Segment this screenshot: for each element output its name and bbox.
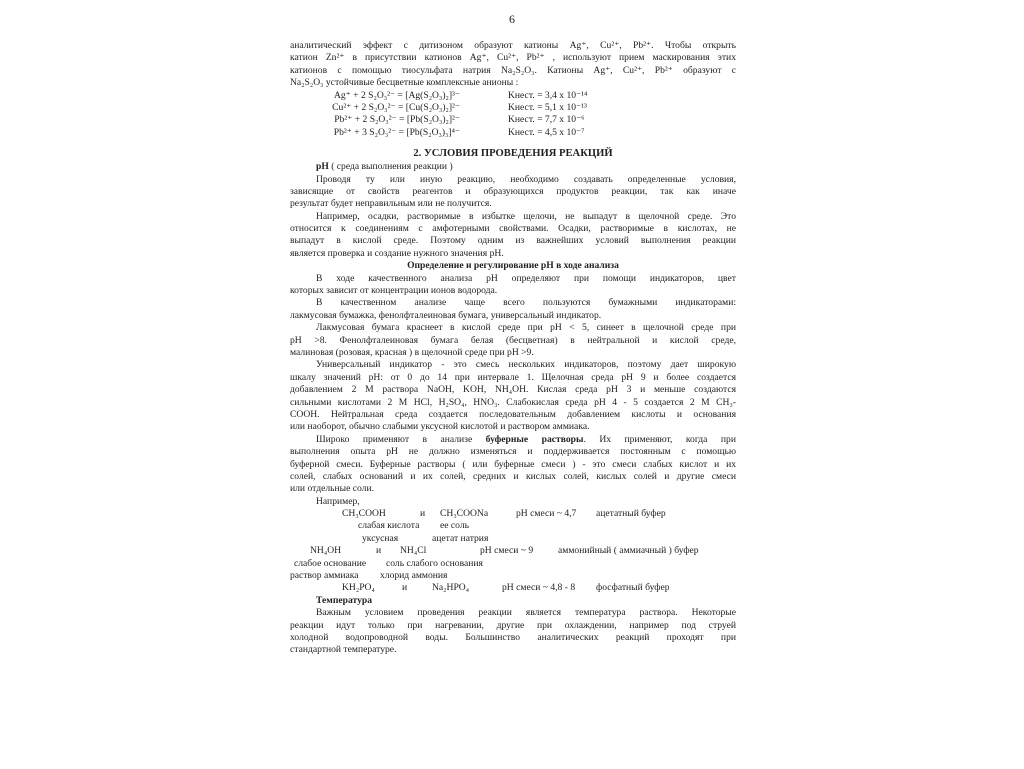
text-line: реакции идут только при нагревании, другие при охлаждении, например под струей (290, 619, 736, 631)
instability-constant: Kнест. = 7,7 x 10⁻⁶ (508, 114, 585, 126)
equation: Pb²⁺ + 3 S₂O₃²⁻ = [Pb(S₂O₃)₃]⁴⁻ (333, 126, 460, 138)
buffer-note: слабое основание (294, 557, 367, 569)
text-column (290, 40, 736, 657)
text-line: сильными кислотами 2 М HCl, H₂SO₄, HNO₃. Слабокислая среда pH 4 - 5 создается 2 М CH₃- (290, 396, 736, 408)
text-line: Универсальный индикатор - это смесь нескольких индикаторов, поэтому дает широкую (316, 359, 736, 371)
text-line: выполнения опыта pH не должно изменяться и поддерживается постоянным с помощью (290, 446, 736, 458)
instability-constant: Kнест. = 4,5 x 10⁻⁷ (508, 126, 585, 138)
text-line: катион Zn²⁺ в присутствии катионов Ag⁺, Cu²⁺, Pb²⁺ , используют прием маскирования этих (290, 52, 736, 64)
buffer-note: слабая кислота (358, 520, 420, 532)
text-line: выпадут в кислой среде. Поэтому одним из важнейших условий выполнения реакции (290, 235, 736, 247)
text-line: Лакмусовая бумага краснеет в кислой среде при pH < 5, синеет в щелочной среде при (316, 322, 736, 334)
text-line: В ходе качественного анализа pH определяют при помощи индикаторов, цвет (316, 272, 736, 284)
text-line: солей, слабых оснований и их солей, средних и кислых солей, кислых солей и другие смеси (290, 470, 736, 482)
text-line: Na₂S₂O₃ устойчивые бесцветные комплексные анионы : (290, 77, 519, 89)
buffer-row (290, 508, 736, 520)
buffer-name: аммонийный ( аммиачный ) буфер (558, 545, 699, 557)
bold-term: буферные растворы (485, 433, 584, 445)
text-fragment: . Их применяют, когда при (583, 433, 736, 445)
text-line: является проверка и создание нужного значения pH. (290, 247, 504, 259)
section-title: 2. УСЛОВИЯ ПРОВЕДЕНИЯ РЕАКЦИЙ (413, 148, 613, 160)
example-label: Например, (316, 495, 360, 507)
equation-row (290, 114, 736, 126)
text-line: Проводя ту или иную реакцию, необходимо создавать определенные условия, (316, 173, 736, 185)
buffer-sub-row (290, 533, 736, 545)
buffer-component: CH₃COOH (342, 508, 386, 520)
ph-heading: pH (316, 161, 329, 173)
buffer-component: Na₂HPO₄ (432, 582, 470, 594)
text-line: COOH. Нейтральная среда создается последовательным добавлением кислоты и основания (290, 408, 736, 420)
buffer-note: раствор аммиака (290, 570, 359, 582)
instability-constant: Kнест. = 5,1 x 10⁻¹³ (508, 101, 587, 113)
buffer-note: уксусная (362, 532, 399, 544)
text-line: или отдельные соли. (290, 483, 374, 495)
buffer-ph: pH смеси ~ 9 (480, 545, 534, 557)
equation-row (290, 127, 736, 139)
text-line: стандартной температуре. (290, 644, 397, 656)
buffer-component: KH₂PO₄ (342, 582, 375, 594)
equation: Pb²⁺ + 2 S₂O₃²⁻ = [Pb(S₂O₃)₂]²⁻ (334, 114, 460, 126)
buffer-and: и (402, 582, 408, 594)
ph-heading-line (290, 161, 736, 173)
text-line: Важным условием проведения реакции является температура раствора. Некоторые (316, 607, 736, 619)
text-fragment: Широко применяют в анализе (316, 433, 486, 445)
text-line: Например, осадки, растворимые в избытке щелочи, не выпадут в щелочной среде. Это (316, 210, 736, 222)
text-line: pH >8. Фенолфталеиновая бумага белая (бесцветная) в нейтральной и кислой среде, (290, 334, 736, 346)
instability-constant: Kнест. = 3,4 x 10⁻¹⁴ (508, 89, 588, 101)
buffer-sub-row (290, 570, 736, 582)
text-line: которых зависит от концентрации ионов водорода. (290, 285, 498, 297)
equation-row (290, 90, 736, 102)
subheading: Определение и регулирование pH в ходе анализа (407, 260, 619, 272)
buffer-name: ацетатный буфер (596, 508, 666, 520)
text-line: холодной водопроводной воды. Большинство аналитических реакций проходят при (290, 631, 736, 643)
text-line: шкалу значений pH: от 0 до 14 при интервале 1. Щелочная среда pH 9 и более создается (290, 371, 736, 383)
buffer-note: ацетат натрия (432, 532, 489, 544)
equation: Ag⁺ + 2 S₂O₃²⁻ = [Ag(S₂O₃)₂]³⁻ (333, 89, 460, 101)
buffer-component: NH₄Cl (400, 545, 427, 557)
buffer-and: и (376, 545, 382, 557)
text-line: В качественном анализе чаще всего пользуются бумажными индикаторами: (316, 297, 736, 309)
buffer-ph: pH смеси ~ 4,8 - 8 (502, 582, 576, 594)
text-line (290, 434, 736, 446)
temperature-heading: Температура (316, 594, 373, 606)
text-line: результат будет неправильным или не получится. (290, 198, 492, 210)
buffer-component: CH₃COONa (440, 508, 489, 520)
buffer-note: хлорид аммония (380, 570, 448, 582)
text-line: лакмусовая бумажка, фенолфталеиновая бумага, универсальный индикатор. (290, 309, 602, 321)
text-line: малиновая (розовая, красная ) в щелочной среде при pH >9. (290, 346, 534, 358)
buffer-note: соль слабого основания (386, 557, 483, 569)
ph-subheading: ( среда выполнения реакции ) (328, 161, 453, 173)
buffer-row (290, 545, 736, 557)
buffer-row (290, 582, 736, 594)
text-line: катионов с помощью тиосульфата натрия Na₂S₂O₃. Катионы Ag⁺, Cu²⁺, Pb²⁺ образуют с (290, 64, 736, 76)
buffer-ph: pH смеси ~ 4,7 (516, 508, 577, 520)
text-line: буферной смеси. Буферные растворы ( или буферные смеси ) - это смеси слабых кислот и их (290, 458, 736, 470)
text-line: зависящие от свойств реагентов и образующихся продуктов реакции, так как иначе (290, 185, 736, 197)
text-line: добавлением 2 М раствора NaOH, KOH, NH₄OH. Кислая среда pH 3 и меньше создаются (290, 384, 736, 396)
buffer-name: фосфатный буфер (596, 582, 670, 594)
page-number: 6 (509, 12, 515, 26)
equation-row (290, 102, 736, 114)
buffer-sub-row (290, 558, 736, 570)
buffer-and: и (420, 508, 426, 520)
buffer-component: NH₄OH (310, 545, 342, 557)
buffer-note: ее соль (440, 520, 470, 532)
buffer-sub-row (290, 520, 736, 532)
equation: Cu²⁺ + 2 S₂O₃²⁻ = [Cu(S₂O₃)₂]²⁻ (332, 101, 460, 113)
text-line: относится к соединениям с амфотерными свойствами. Осадки, растворимые в кислотах, не (290, 223, 736, 235)
text-line: аналитический эффект с дитизоном образуют катионы Ag⁺, Cu²⁺, Pb²⁺. Чтобы открыть (290, 40, 736, 51)
text-line: или наоборот, обычно слабыми уксусной кислотой и раствором аммиака. (290, 421, 590, 433)
